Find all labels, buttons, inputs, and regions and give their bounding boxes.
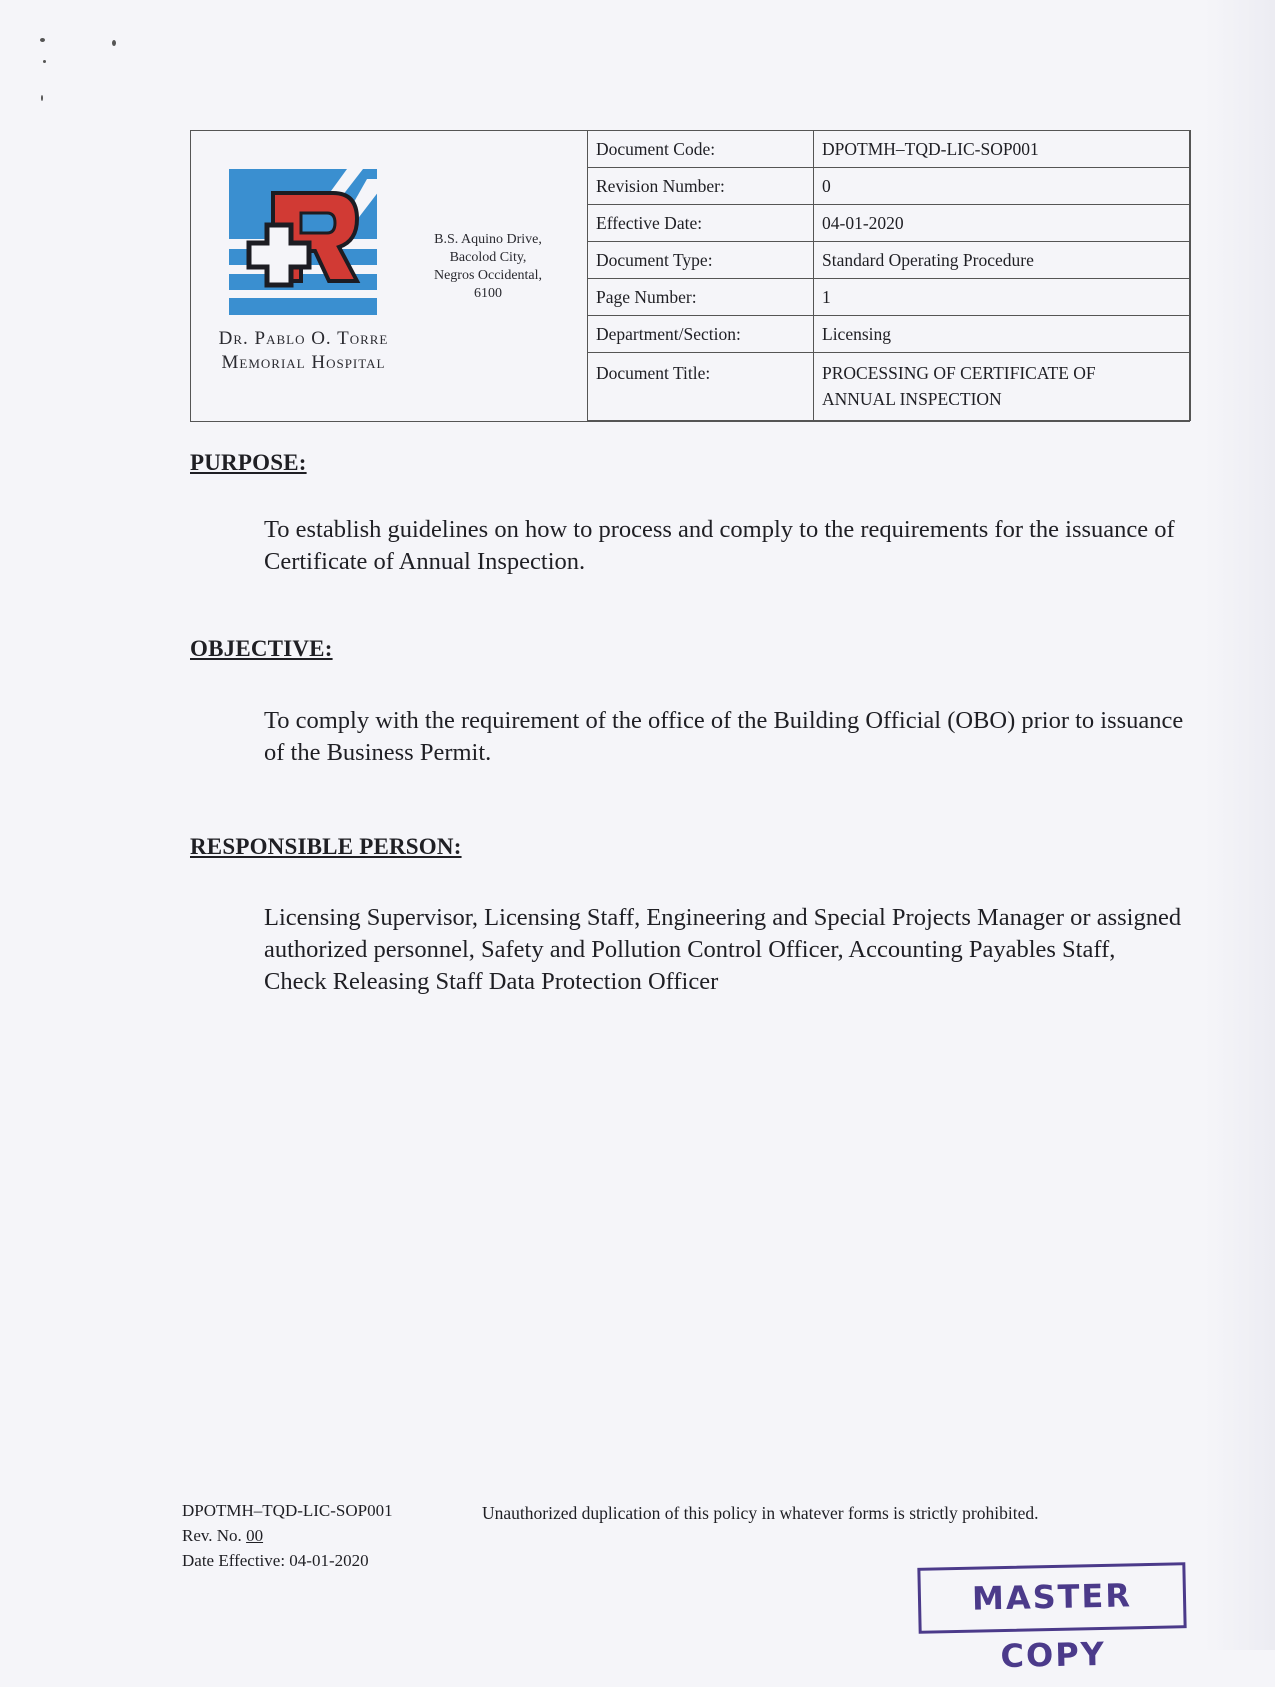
- address-line2: Bacolod City,: [449, 250, 527, 265]
- footer-date-effective: Date Effective: 04-01-2020: [182, 1551, 369, 1570]
- info-label: Revision Number:: [588, 168, 814, 205]
- hospital-address: [413, 231, 563, 303]
- footer-document-info: [182, 1498, 393, 1573]
- info-value: [814, 353, 1191, 421]
- footer-rev-prefix: Rev. No.: [182, 1526, 247, 1545]
- page-edge-shadow: [1205, 0, 1275, 1650]
- info-row-revision-number: [588, 168, 1191, 205]
- hospital-logo-icon: [229, 169, 379, 321]
- address-line3: Negros Occidental,: [433, 268, 543, 283]
- document-title-line1: PROCESSING OF CERTIFICATE OF: [822, 363, 1096, 383]
- info-label: Document Code:: [588, 131, 814, 168]
- info-label: Document Title:: [588, 353, 814, 421]
- info-value: 0: [814, 168, 1191, 205]
- info-value: 1: [814, 279, 1191, 316]
- footer-notice: Unauthorized duplication of this policy in whatever forms is strictly prohibited.: [482, 1503, 1039, 1523]
- info-row-page-number: [588, 279, 1191, 316]
- info-label: Document Type:: [588, 242, 814, 279]
- purpose-heading: PURPOSE:: [190, 450, 307, 475]
- logo-area: [191, 131, 588, 421]
- hospital-name-line1: Dr. Pablo O. Torre: [218, 328, 389, 349]
- objective-heading: OBJECTIVE:: [190, 636, 333, 661]
- info-label: Department/Section:: [588, 316, 814, 353]
- master-copy-stamp: MASTER COPY: [917, 1562, 1186, 1634]
- objective-text: To comply with the requirement of the office of the Building Official (OBO) prior to issuance of the Business Permit.: [264, 707, 1184, 766]
- document-info-table: [587, 130, 1191, 421]
- address-line4: 6100: [474, 286, 502, 301]
- info-row-effective-date: [588, 205, 1191, 242]
- footer-doc-code: DPOTMH–TQD-LIC-SOP001: [182, 1501, 393, 1520]
- document-header: [190, 130, 1190, 422]
- footer-rev-value: 00: [246, 1526, 264, 1545]
- info-row-document-type: [588, 242, 1191, 279]
- responsible-person-heading: RESPONSIBLE PERSON:: [190, 834, 462, 859]
- responsible-person-text: Licensing Supervisor, Licensing Staff, Engineering and Special Projects Manager or assigned authorized personnel, Safety and Pollution Control Officer, Accounting Payables Staff, Check Releasing Staff Data Protection Officer: [264, 904, 1182, 995]
- document-title-line2: ANNUAL INSPECTION: [822, 389, 1002, 409]
- info-row-document-code: [588, 131, 1191, 168]
- info-value: Standard Operating Procedure: [814, 242, 1191, 279]
- address-line1: B.S. Aquino Drive,: [434, 232, 542, 247]
- hospital-name: [191, 327, 416, 375]
- purpose-text: To establish guidelines on how to process and comply to the requirements for the issuance of Certificate of Annual Inspection.: [264, 516, 1175, 575]
- info-value: 04-01-2020: [814, 205, 1191, 242]
- info-label: Effective Date:: [588, 205, 814, 242]
- info-row-document-title: [588, 353, 1191, 421]
- info-row-department: [588, 316, 1191, 353]
- footer-revision: [182, 1523, 393, 1548]
- hospital-name-line2: Memorial Hospital: [221, 352, 386, 373]
- info-label: Page Number:: [588, 279, 814, 316]
- info-value: DPOTMH–TQD-LIC-SOP001: [814, 131, 1191, 168]
- info-value: Licensing: [814, 316, 1191, 353]
